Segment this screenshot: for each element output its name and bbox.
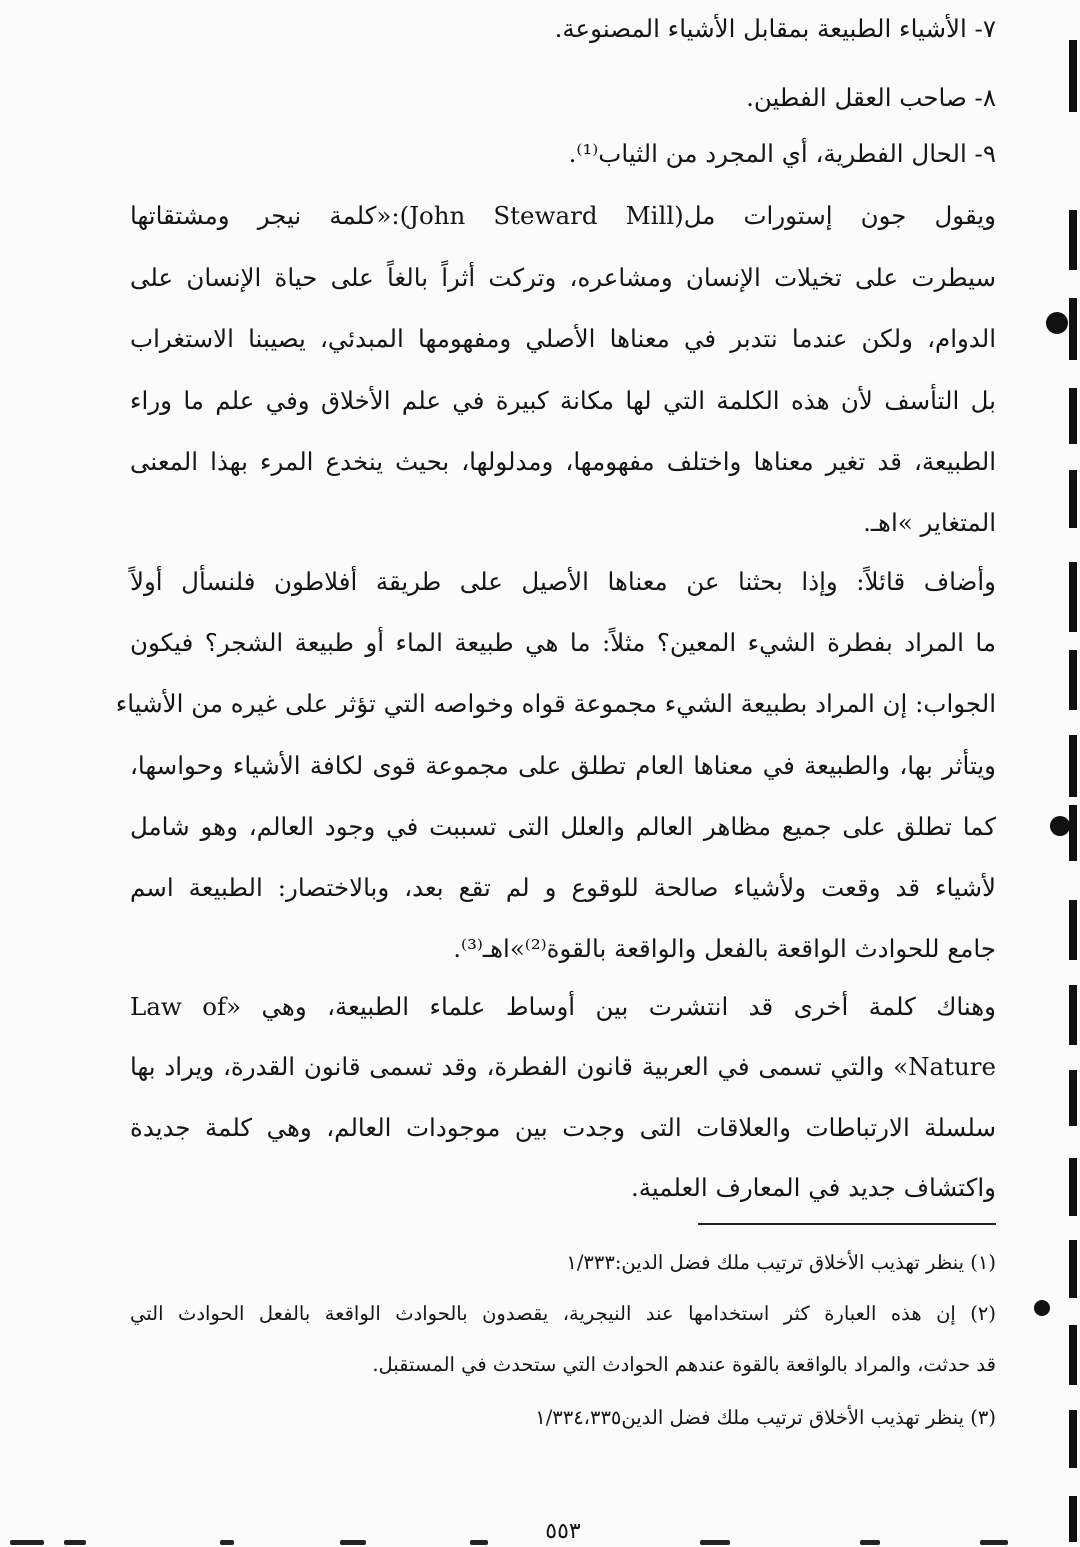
body-line: الطبيعة، قد تغير معناها واختلف مفهومها، ومدلولها، بحيث ينخدع المرء بهذا المعنى: [130, 447, 996, 476]
footnote-separator: [698, 1223, 996, 1225]
body-line: المتغاير »اهـ.: [863, 508, 996, 537]
scan-edge-bar: [1069, 1158, 1077, 1216]
body-line: ويتأثر بها، والطبيعة في معناها العام تطلق على مجموعة قوى لكافة الأشياء وحواسها،: [130, 751, 996, 780]
scan-edge-bar: [1069, 650, 1077, 710]
scan-edge-bar: [1069, 735, 1077, 797]
scan-edge-bar: [1069, 985, 1077, 1045]
body-line: Nature» والتي تسمى في العربية قانون الفطرة، وقد تسمى قانون القدرة، ويراد بها: [130, 1052, 996, 1081]
body-line: سلسلة الارتباطات والعلاقات التى وجدت بين موجودات العالم، وهي كلمة جديدة: [130, 1113, 996, 1142]
body-line: واكتشاف جديد في المعارف العلمية.: [630, 1173, 996, 1202]
body-line: الجواب: إن المراد بطبيعة الشيء مجموعة قواه وخواصه التي تؤثر على غيره من الأشياء: [115, 689, 996, 718]
scan-edge-bar: [1069, 1410, 1077, 1468]
body-line: ويقول جون إستورات مل(John Steward Mill):«كلمة نيجر ومشتقاتها: [130, 201, 996, 230]
scan-edge-bar: [1069, 388, 1077, 444]
punch-hole-mark: [1050, 816, 1070, 836]
punch-hole-mark: [1034, 1300, 1050, 1316]
scan-edge-bar: [1069, 1496, 1077, 1542]
body-line: ٩- الحال الفطرية، أي المجرد من الثياب⁽¹⁾.: [568, 139, 996, 168]
scan-edge-bar: [1069, 900, 1077, 960]
scan-edge-bar: [1069, 1240, 1077, 1298]
scan-edge-bar: [1069, 805, 1077, 861]
scan-edge-bar: [1069, 210, 1077, 270]
footnote-3: (٣) ينظر تهذيب الأخلاق ترتيب ملك فضل الدين١/٣٣٤،٣٣٥: [535, 1406, 996, 1429]
body-line: ٨- صاحب العقل الفطين.: [746, 83, 996, 112]
body-line: جامع للحوادث الواقعة بالفعل والواقعة بالقوة⁽²⁾»اهـ⁽³⁾.: [453, 934, 996, 963]
body-line: بل التأسف لأن هذه الكلمة التي لها مكانة كبيرة في علم الأخلاق وفي علم ما وراء: [130, 386, 996, 415]
body-line: وهناك كلمة أخرى قد انتشرت بين أوساط علماء الطبيعة، وهي «Law of: [130, 992, 997, 1021]
scan-bottom-edge: [0, 1537, 1080, 1547]
body-line: كما تطلق على جميع مظاهر العالم والعلل التى تسببت في وجود العالم، وهو شامل: [130, 812, 996, 841]
footnote-1: (١) ينظر تهذيب الأخلاق ترتيب ملك فضل الدين:١/٣٣٣: [566, 1251, 996, 1274]
scan-edge-bar: [1069, 562, 1077, 632]
footnote-2: (٢) إن هذه العبارة كثر استخدامها عند النيجرية، يقصدون بالحوادث الواقعة بالفعل الحوادث التي: [130, 1302, 996, 1325]
punch-hole-mark: [1046, 312, 1068, 334]
body-line: سيطرت على تخيلات الإنسان ومشاعره، وتركت أثراً بالغاً على حياة الإنسان على: [130, 263, 996, 292]
body-line: الدوام، ولكن عندما نتدبر في معناها الأصلي ومفهومها المبدئي، يصيبنا الاستغراب: [130, 324, 996, 353]
scan-edge-bar: [1069, 298, 1077, 360]
scan-edge-bar: [1069, 40, 1077, 112]
body-line: ٧- الأشياء الطبيعة بمقابل الأشياء المصنوعة.: [554, 14, 996, 43]
body-line: وأضاف قائلاً: وإذا بحثنا عن معناها الأصيل على طريقة أفلاطون فلنسأل أولاً: [130, 567, 996, 596]
body-line: لأشياء قد وقعت ولأشياء صالحة للوقوع و لم تقع بعد، وبالاختصار: الطبيعة اسم: [130, 873, 996, 902]
footnote-2-continued: قد حدثت، والمراد بالواقعة بالقوة عندهم الحوادث التي ستحدث في المستقبل.: [372, 1353, 996, 1376]
body-line: ما المراد بفطرة الشيء المعين؟ مثلاً: ما هي طبيعة الماء أو طبيعة الشجر؟ فيكون: [130, 628, 996, 657]
scan-edge-bar: [1069, 1325, 1077, 1385]
page-number: ٥٥٣: [545, 1519, 581, 1544]
scan-edge-bar: [1069, 1070, 1077, 1126]
scan-edge-bar: [1069, 470, 1077, 528]
